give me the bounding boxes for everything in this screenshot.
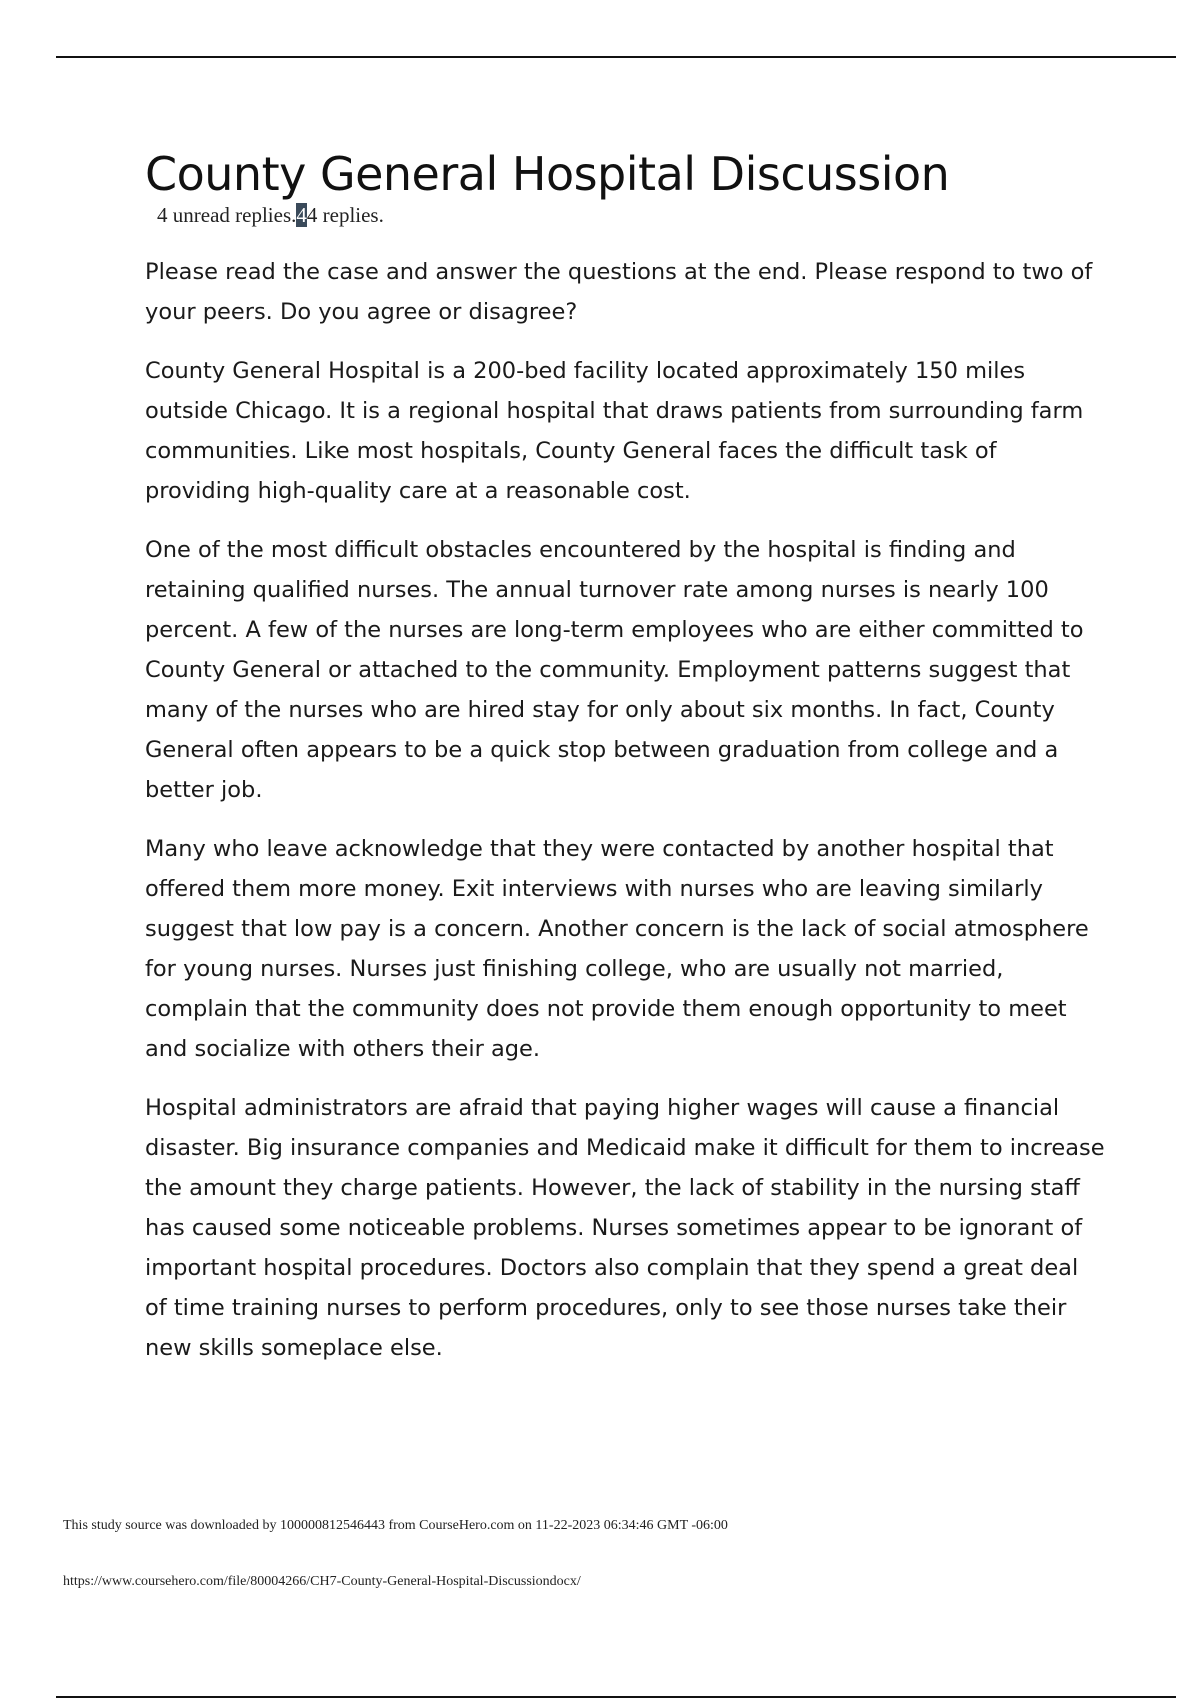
bottom-divider	[56, 1696, 1176, 1698]
case-paragraph-exit-interviews: Many who leave acknowledge that they were contacted by another hospital that offered them more money. Exit interviews with nurses who are leaving similarly suggest that low pay is a concern. Another concern is the lack of social atmosphere for young nurses. Nurses just finishing college, who are usually not married, complain that the community does not provide them enough opportunity to meet and socialize with others their age.	[145, 836, 1089, 1062]
page-title: County General Hospital Discussion	[145, 147, 950, 201]
selected-text-highlight: 4	[296, 203, 307, 227]
case-paragraph-turnover: One of the most difficult obstacles encountered by the hospital is finding and retaining qualified nurses. The annual turnover rate among nurses is nearly 100 percent. A few of the nurses are long-term employees who are either committed to County General or attached to the community. Employment patterns suggest that many of the nurses who are hired stay for only about six months. In fact, County General often appears to be a quick stop between graduation from college and a better job.	[145, 537, 1084, 803]
source-url-link[interactable]: https://www.coursehero.com/file/80004266/CH7-County-General-Hospital-Discussiondocx/	[63, 1574, 581, 1589]
case-paragraph-overview: County General Hospital is a 200-bed facility located approximately 150 miles outside Chicago. It is a regional hospital that draws patients from surrounding farm communities. Like most hospitals, County General faces the difficult task of providing high-quality care at a reasonable cost.	[145, 358, 1084, 504]
total-replies-label: 4 replies.	[306, 203, 384, 227]
document-body	[145, 146, 1105, 1368]
unread-replies-label: 4 unread replies.	[157, 203, 297, 227]
reply-count	[157, 202, 1105, 228]
case-paragraph-administrators: Hospital administrators are afraid that paying higher wages will cause a financial disaster. Big insurance companies and Medicaid make it difficult for them to increase the amount they charge patients. However, the lack of stability in the nursing staff has caused some noticeable problems. Nurses sometimes appear to be ignorant of important hospital procedures. Doctors also complain that they spend a great deal of time training nurses to perform procedures, only to see those nurses take their new skills someplace else.	[145, 1095, 1105, 1361]
instructions-paragraph: Please read the case and answer the questions at the end. Please respond to two of your peers. Do you agree or disagree?	[145, 259, 1093, 325]
download-notice: This study source was downloaded by 100000812546443 from CourseHero.com on 11-22-2023 06:34:46 GMT -06:00	[63, 1518, 728, 1533]
top-divider	[56, 56, 1176, 58]
